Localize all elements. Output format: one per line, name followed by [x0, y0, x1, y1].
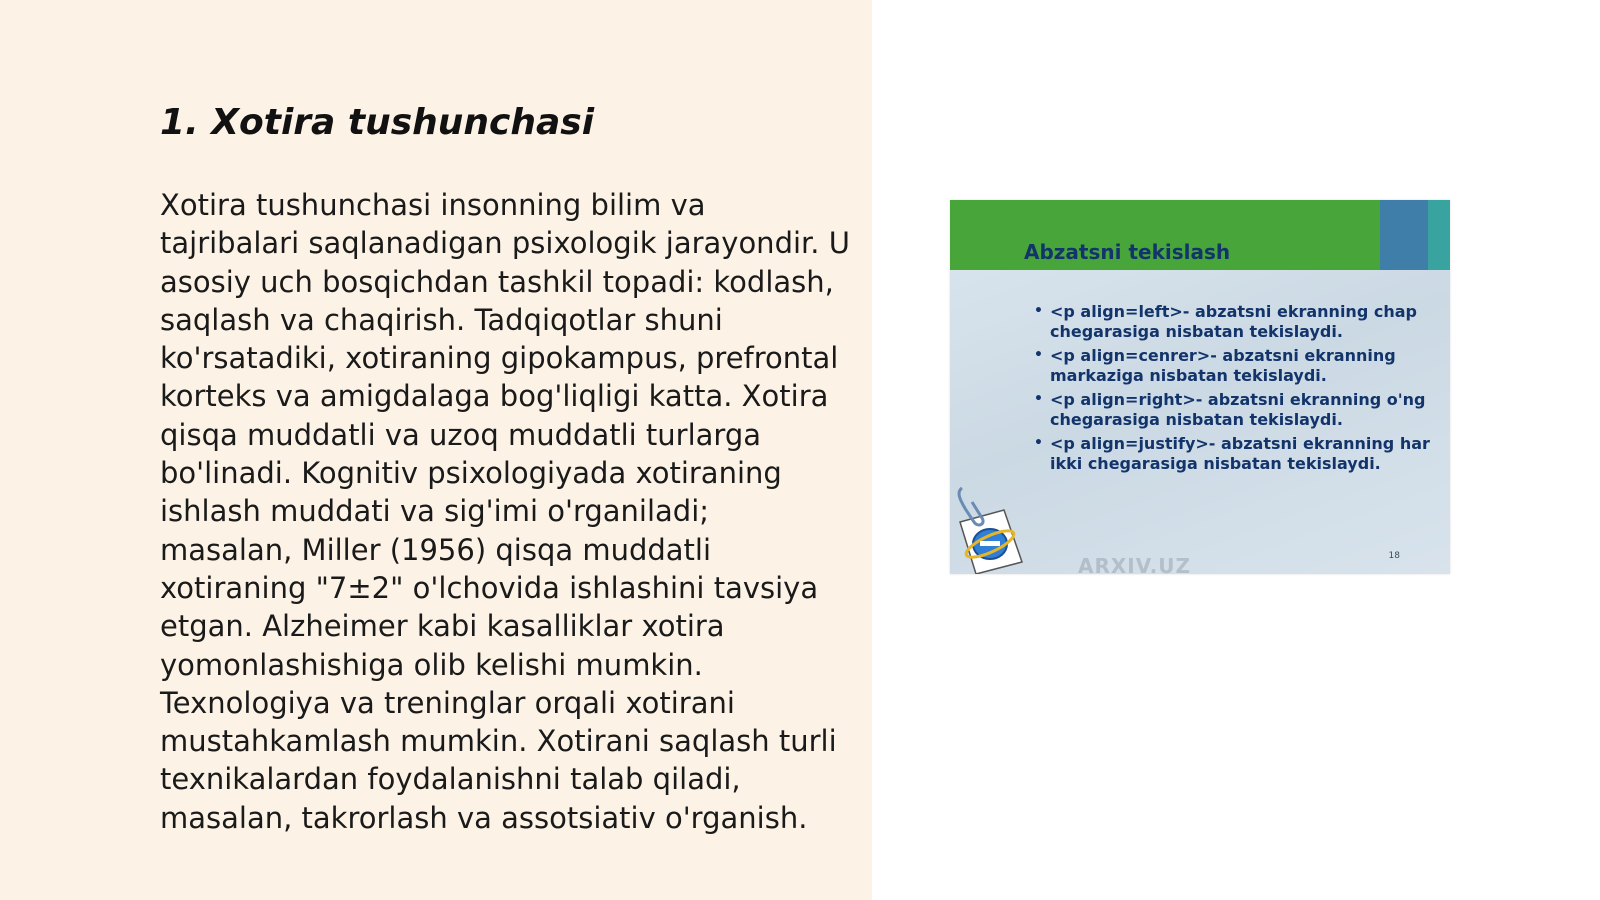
bullet-icon: •: [1034, 391, 1043, 407]
bullet-icon: •: [1034, 347, 1043, 363]
slide-body-text: Xotira tushunchasi insonning bilim va tajribalari saqlanadigan psixologik jarayondir. U asosiy uch bosqichdan tashkil topadi: kodlash, saqlash va chaqirish. Tadqiqotlar shuni ko'rsatadiki, xotiraning gipokampus, prefrontal korteks va amigdalaga bog'liqligi katta. Xotira qisqa muddatli va uzoq muddatli turlarga bo'linadi. Kognitiv psixologiyada xotiraning ishlash muddati va sig'imi o'rganiladi; masalan, Miller (1956) qisqa muddatli xotiraning "7±2" o'lchovida ishlashini tavsiya etgan. Alzheimer kabi kasalliklar xotira yomonlashishiga olib kelishi mumkin. Texnologiya va treninglar orqali xotirani mustahkamlash mumkin. Xotirani saqlash turli texnikalardan foydalanishni talab qiladi, masalan, takrorlash va assotsiativ o'rganish.: [160, 188, 850, 835]
list-item-text: <p align=left>- abzatsni ekranning chap chegarasiga nisbatan tekislaydi.: [1050, 302, 1417, 341]
thumbnail-page-number: 18: [1388, 551, 1400, 561]
thumbnail-accent-blue: [1380, 200, 1428, 270]
thumbnail-bullet-list: [1034, 302, 1442, 478]
thumbnail-title: Abzatsni tekislash: [1024, 240, 1231, 264]
bullet-icon: •: [1034, 435, 1043, 451]
thumbnail-watermark: ARXIV.UZ: [1078, 554, 1191, 574]
list-item-text: <p align=cenrer>- abzatsni ekranning markaziga nisbatan tekislaydi.: [1050, 346, 1396, 385]
list-item: [1034, 390, 1442, 429]
list-item: [1034, 346, 1442, 385]
slide-thumbnail-image: [950, 200, 1450, 574]
list-item: [1034, 434, 1442, 473]
internet-explorer-paperclip-icon: [952, 482, 1026, 574]
list-item-text: <p align=justify>- abzatsni ekranning har ikki chegarasiga nisbatan tekislaydi.: [1050, 434, 1430, 473]
thumbnail-accent-teal: [1428, 200, 1450, 270]
list-item: [1034, 302, 1442, 341]
bullet-icon: •: [1034, 303, 1043, 319]
slide-title: 1. Xotira tushunchasi: [160, 102, 595, 143]
list-item-text: <p align=right>- abzatsni ekranning o'ng chegarasiga nisbatan tekislaydi.: [1050, 390, 1426, 429]
